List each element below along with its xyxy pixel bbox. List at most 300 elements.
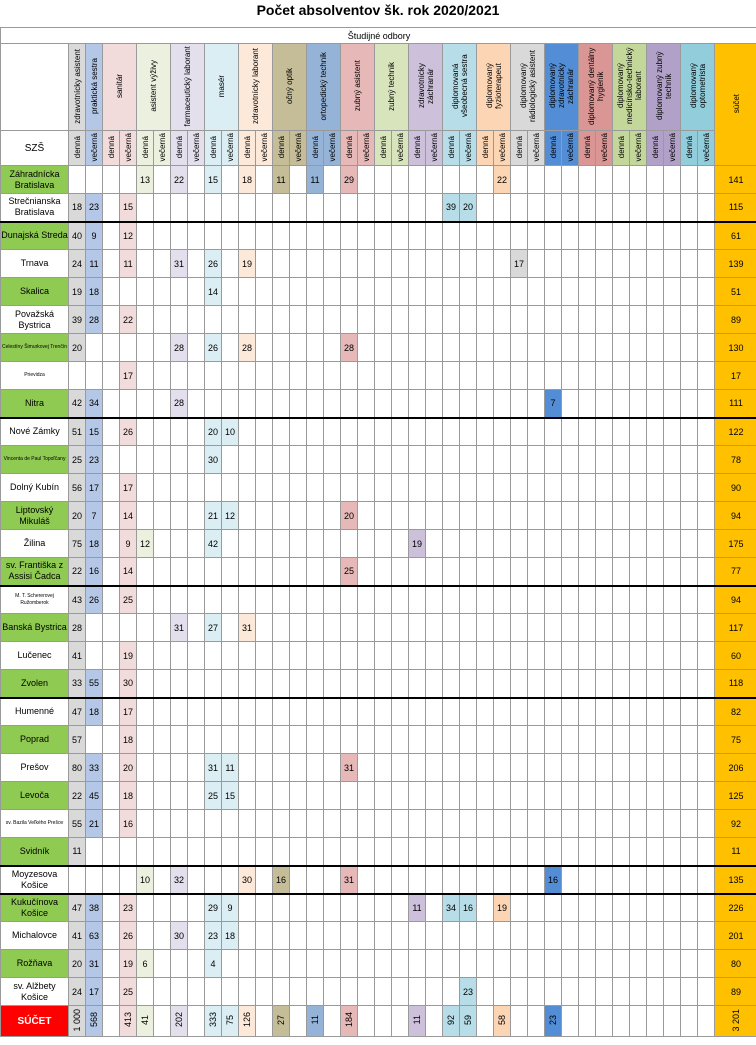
value-cell bbox=[392, 558, 409, 586]
value-cell bbox=[460, 474, 477, 502]
value-cell bbox=[341, 278, 358, 306]
value-cell: 40 bbox=[69, 222, 86, 250]
value-cell bbox=[392, 810, 409, 838]
value-cell bbox=[562, 334, 579, 362]
value-cell bbox=[443, 950, 460, 978]
table-row bbox=[1, 642, 756, 670]
value-cell bbox=[375, 390, 392, 418]
value-cell bbox=[613, 670, 630, 698]
value-cell: 25 bbox=[341, 558, 358, 586]
value-cell bbox=[222, 726, 239, 754]
value-cell bbox=[273, 278, 290, 306]
value-cell bbox=[392, 950, 409, 978]
value-cell bbox=[341, 950, 358, 978]
total-cell bbox=[205, 1006, 222, 1037]
value-cell bbox=[137, 754, 154, 782]
row-sum: 82 bbox=[715, 698, 756, 726]
value-cell bbox=[460, 950, 477, 978]
value-cell bbox=[307, 782, 324, 810]
row-sum: 80 bbox=[715, 950, 756, 978]
value-cell bbox=[494, 418, 511, 446]
value-cell bbox=[392, 194, 409, 222]
value-cell bbox=[681, 810, 698, 838]
study-type-label: večerná bbox=[701, 132, 711, 162]
value-cell bbox=[545, 726, 562, 754]
value-cell bbox=[324, 642, 341, 670]
value-cell bbox=[137, 474, 154, 502]
value-cell bbox=[273, 502, 290, 530]
value-cell bbox=[307, 894, 324, 922]
value-cell bbox=[222, 306, 239, 334]
value-cell bbox=[86, 642, 103, 670]
school-name: M. T. Schererovej Ružomberok bbox=[1, 586, 69, 614]
value-cell: 31 bbox=[205, 754, 222, 782]
value-cell bbox=[681, 418, 698, 446]
value-cell bbox=[494, 670, 511, 698]
value-cell: 31 bbox=[171, 614, 188, 642]
value-cell bbox=[630, 558, 647, 586]
school-name: Nitra bbox=[1, 390, 69, 418]
value-cell bbox=[409, 334, 426, 362]
field-name: sanitár bbox=[115, 73, 124, 98]
value-cell bbox=[494, 726, 511, 754]
field-name: diplomovaný optometrista bbox=[688, 63, 707, 109]
study-type-label: večerná bbox=[225, 132, 235, 162]
value-cell bbox=[239, 642, 256, 670]
study-type-header bbox=[647, 131, 664, 166]
total-value: 92 bbox=[446, 1014, 456, 1025]
value-cell bbox=[443, 334, 460, 362]
value-cell bbox=[273, 642, 290, 670]
value-cell bbox=[103, 166, 120, 194]
school-name: Liptovský Mikuláš bbox=[1, 502, 69, 530]
value-cell bbox=[307, 726, 324, 754]
value-cell: 4 bbox=[205, 950, 222, 978]
value-cell bbox=[290, 222, 307, 250]
value-cell bbox=[154, 642, 171, 670]
value-cell bbox=[562, 838, 579, 866]
value-cell bbox=[596, 642, 613, 670]
value-cell bbox=[647, 446, 664, 474]
value-cell bbox=[613, 278, 630, 306]
total-value: 58 bbox=[497, 1014, 507, 1025]
value-cell bbox=[290, 642, 307, 670]
value-cell bbox=[290, 446, 307, 474]
value-cell bbox=[426, 978, 443, 1006]
value-cell: 20 bbox=[69, 334, 86, 362]
value-cell bbox=[188, 194, 205, 222]
value-cell bbox=[647, 978, 664, 1006]
value-cell bbox=[358, 362, 375, 390]
value-cell bbox=[273, 922, 290, 950]
value-cell bbox=[103, 222, 120, 250]
value-cell bbox=[256, 334, 273, 362]
row-sum: 90 bbox=[715, 474, 756, 502]
value-cell: 11 bbox=[307, 166, 324, 194]
value-cell bbox=[681, 670, 698, 698]
total-cell bbox=[239, 1006, 256, 1037]
total-cell bbox=[154, 1006, 171, 1037]
value-cell bbox=[545, 222, 562, 250]
value-cell bbox=[375, 950, 392, 978]
value-cell bbox=[154, 502, 171, 530]
value-cell bbox=[698, 698, 715, 726]
value-cell bbox=[426, 614, 443, 642]
value-cell bbox=[188, 586, 205, 614]
value-cell bbox=[256, 866, 273, 894]
field-header bbox=[511, 44, 545, 131]
field-name: ortopedický technik bbox=[319, 51, 328, 121]
value-cell bbox=[341, 726, 358, 754]
value-cell bbox=[222, 670, 239, 698]
value-cell bbox=[630, 334, 647, 362]
value-cell bbox=[477, 642, 494, 670]
value-cell bbox=[171, 586, 188, 614]
value-cell bbox=[477, 950, 494, 978]
value-cell bbox=[222, 866, 239, 894]
value-cell: 29 bbox=[341, 166, 358, 194]
value-cell bbox=[681, 502, 698, 530]
value-cell bbox=[528, 166, 545, 194]
study-type-label: denná bbox=[582, 135, 592, 159]
value-cell bbox=[613, 754, 630, 782]
value-cell bbox=[647, 950, 664, 978]
value-cell bbox=[681, 894, 698, 922]
value-cell bbox=[239, 978, 256, 1006]
value-cell: 12 bbox=[137, 530, 154, 558]
value-cell: 30 bbox=[205, 446, 222, 474]
value-cell bbox=[222, 586, 239, 614]
total-value: 184 bbox=[344, 1012, 354, 1028]
value-cell bbox=[324, 250, 341, 278]
value-cell bbox=[460, 670, 477, 698]
value-cell bbox=[545, 838, 562, 866]
value-cell bbox=[630, 446, 647, 474]
value-cell bbox=[664, 530, 681, 558]
value-cell bbox=[222, 334, 239, 362]
value-cell bbox=[188, 446, 205, 474]
value-cell: 9 bbox=[222, 894, 239, 922]
school-name: Prievidza bbox=[1, 362, 69, 390]
value-cell bbox=[545, 950, 562, 978]
value-cell bbox=[392, 754, 409, 782]
value-cell bbox=[222, 222, 239, 250]
study-type-header bbox=[664, 131, 681, 166]
table-row bbox=[1, 250, 756, 278]
value-cell bbox=[341, 306, 358, 334]
table-row bbox=[1, 670, 756, 698]
value-cell bbox=[664, 754, 681, 782]
value-cell bbox=[120, 278, 137, 306]
value-cell: 21 bbox=[205, 502, 222, 530]
value-cell bbox=[664, 614, 681, 642]
value-cell bbox=[375, 446, 392, 474]
value-cell bbox=[579, 418, 596, 446]
value-cell bbox=[86, 866, 103, 894]
value-cell bbox=[239, 194, 256, 222]
value-cell bbox=[443, 502, 460, 530]
value-cell: 55 bbox=[69, 810, 86, 838]
value-cell bbox=[256, 838, 273, 866]
value-cell bbox=[477, 810, 494, 838]
value-cell bbox=[154, 278, 171, 306]
school-name: Levoča bbox=[1, 782, 69, 810]
value-cell bbox=[222, 950, 239, 978]
total-cell bbox=[324, 1006, 341, 1037]
value-cell: 43 bbox=[69, 586, 86, 614]
field-header bbox=[307, 44, 341, 131]
value-cell bbox=[630, 306, 647, 334]
value-cell bbox=[307, 614, 324, 642]
value-cell bbox=[528, 950, 545, 978]
value-cell bbox=[307, 502, 324, 530]
value-cell bbox=[562, 614, 579, 642]
field-name: diplomovaný fyzioterapeut bbox=[484, 63, 503, 109]
value-cell bbox=[426, 194, 443, 222]
value-cell: 45 bbox=[86, 782, 103, 810]
value-cell: 22 bbox=[171, 166, 188, 194]
value-cell bbox=[154, 334, 171, 362]
value-cell bbox=[358, 586, 375, 614]
value-cell bbox=[477, 250, 494, 278]
value-cell bbox=[188, 474, 205, 502]
value-cell bbox=[256, 950, 273, 978]
row-sum: 118 bbox=[715, 670, 756, 698]
value-cell: 11 bbox=[222, 754, 239, 782]
value-cell bbox=[545, 418, 562, 446]
value-cell: 33 bbox=[69, 670, 86, 698]
study-type-label: večerná bbox=[395, 132, 405, 162]
study-type-label: večerná bbox=[633, 132, 643, 162]
value-cell bbox=[256, 726, 273, 754]
value-cell bbox=[613, 334, 630, 362]
value-cell bbox=[647, 922, 664, 950]
value-cell bbox=[494, 362, 511, 390]
value-cell bbox=[154, 166, 171, 194]
value-cell bbox=[494, 250, 511, 278]
value-cell bbox=[460, 502, 477, 530]
value-cell bbox=[596, 586, 613, 614]
value-cell bbox=[511, 782, 528, 810]
value-cell bbox=[664, 698, 681, 726]
value-cell: 10 bbox=[137, 866, 154, 894]
value-cell bbox=[596, 278, 613, 306]
value-cell bbox=[69, 166, 86, 194]
value-cell: 17 bbox=[120, 362, 137, 390]
value-cell bbox=[239, 782, 256, 810]
value-cell: 17 bbox=[86, 978, 103, 1006]
fields-header: Študijné odbory bbox=[1, 28, 756, 44]
value-cell bbox=[647, 250, 664, 278]
study-type-header bbox=[222, 131, 239, 166]
table-row bbox=[1, 418, 756, 446]
value-cell bbox=[579, 726, 596, 754]
value-cell bbox=[358, 810, 375, 838]
school-name: Kukučínova Košice bbox=[1, 894, 69, 922]
row-sum: 75 bbox=[715, 726, 756, 754]
school-name: Dolný Kubín bbox=[1, 474, 69, 502]
school-name: sv. Alžbety Košice bbox=[1, 978, 69, 1006]
value-cell bbox=[681, 446, 698, 474]
value-cell bbox=[358, 866, 375, 894]
value-cell bbox=[647, 754, 664, 782]
total-cell bbox=[647, 1006, 664, 1037]
value-cell bbox=[154, 866, 171, 894]
value-cell: 19 bbox=[120, 950, 137, 978]
value-cell bbox=[273, 950, 290, 978]
value-cell bbox=[460, 306, 477, 334]
value-cell bbox=[443, 390, 460, 418]
value-cell bbox=[698, 810, 715, 838]
value-cell: 51 bbox=[69, 418, 86, 446]
value-cell bbox=[477, 474, 494, 502]
value-cell bbox=[426, 446, 443, 474]
value-cell bbox=[239, 586, 256, 614]
total-cell bbox=[103, 1006, 120, 1037]
value-cell bbox=[681, 866, 698, 894]
value-cell bbox=[256, 810, 273, 838]
study-type-header bbox=[69, 131, 86, 166]
value-cell bbox=[613, 390, 630, 418]
value-cell bbox=[409, 670, 426, 698]
value-cell bbox=[324, 838, 341, 866]
value-cell bbox=[409, 642, 426, 670]
value-cell: 23 bbox=[86, 446, 103, 474]
value-cell bbox=[154, 782, 171, 810]
value-cell: 18 bbox=[86, 530, 103, 558]
study-type-header bbox=[409, 131, 426, 166]
value-cell bbox=[460, 390, 477, 418]
value-cell bbox=[256, 250, 273, 278]
field-header bbox=[137, 44, 171, 131]
value-cell bbox=[562, 446, 579, 474]
value-cell bbox=[205, 670, 222, 698]
value-cell bbox=[86, 362, 103, 390]
value-cell bbox=[239, 502, 256, 530]
value-cell bbox=[443, 530, 460, 558]
row-sum: 226 bbox=[715, 894, 756, 922]
value-cell bbox=[494, 558, 511, 586]
value-cell bbox=[222, 362, 239, 390]
value-cell bbox=[528, 502, 545, 530]
value-cell bbox=[375, 502, 392, 530]
value-cell bbox=[664, 810, 681, 838]
value-cell bbox=[562, 362, 579, 390]
value-cell bbox=[664, 502, 681, 530]
total-value: 11 bbox=[412, 1015, 422, 1025]
value-cell bbox=[630, 866, 647, 894]
value-cell bbox=[409, 446, 426, 474]
value-cell bbox=[137, 782, 154, 810]
value-cell bbox=[511, 222, 528, 250]
value-cell bbox=[103, 642, 120, 670]
value-cell: 15 bbox=[205, 166, 222, 194]
value-cell bbox=[375, 894, 392, 922]
value-cell bbox=[120, 334, 137, 362]
value-cell bbox=[273, 558, 290, 586]
value-cell bbox=[222, 530, 239, 558]
value-cell bbox=[647, 838, 664, 866]
value-cell bbox=[511, 642, 528, 670]
value-cell bbox=[443, 838, 460, 866]
value-cell bbox=[358, 670, 375, 698]
value-cell bbox=[494, 474, 511, 502]
value-cell bbox=[341, 222, 358, 250]
value-cell bbox=[273, 530, 290, 558]
value-cell bbox=[290, 418, 307, 446]
value-cell bbox=[103, 306, 120, 334]
value-cell bbox=[613, 614, 630, 642]
value-cell bbox=[579, 334, 596, 362]
value-cell bbox=[273, 362, 290, 390]
value-cell bbox=[613, 586, 630, 614]
value-cell bbox=[341, 418, 358, 446]
value-cell bbox=[528, 222, 545, 250]
value-cell bbox=[630, 418, 647, 446]
value-cell bbox=[545, 446, 562, 474]
study-type-label: denná bbox=[650, 135, 660, 159]
value-cell: 26 bbox=[120, 922, 137, 950]
value-cell bbox=[273, 306, 290, 334]
value-cell bbox=[647, 166, 664, 194]
value-cell: 18 bbox=[69, 194, 86, 222]
value-cell bbox=[494, 586, 511, 614]
field-name: masér bbox=[217, 74, 226, 98]
field-header bbox=[545, 44, 579, 131]
value-cell bbox=[579, 614, 596, 642]
study-type-label: denná bbox=[208, 135, 218, 159]
value-cell bbox=[409, 194, 426, 222]
value-cell bbox=[324, 586, 341, 614]
value-cell bbox=[273, 670, 290, 698]
value-cell bbox=[358, 502, 375, 530]
study-type-header bbox=[596, 131, 613, 166]
value-cell bbox=[630, 670, 647, 698]
value-cell bbox=[273, 586, 290, 614]
value-cell bbox=[392, 698, 409, 726]
value-cell bbox=[579, 782, 596, 810]
total-value: 75 bbox=[225, 1014, 235, 1025]
value-cell bbox=[324, 698, 341, 726]
school-name: Svidník bbox=[1, 838, 69, 866]
value-cell bbox=[630, 502, 647, 530]
value-cell bbox=[630, 362, 647, 390]
value-cell bbox=[562, 922, 579, 950]
value-cell: 19 bbox=[120, 642, 137, 670]
value-cell bbox=[341, 838, 358, 866]
study-type-label: denná bbox=[548, 135, 558, 159]
value-cell bbox=[494, 194, 511, 222]
study-type-header bbox=[341, 131, 358, 166]
value-cell bbox=[681, 698, 698, 726]
value-cell: 25 bbox=[205, 782, 222, 810]
value-cell bbox=[103, 922, 120, 950]
value-cell bbox=[273, 698, 290, 726]
table-row bbox=[1, 474, 756, 502]
value-cell bbox=[477, 782, 494, 810]
value-cell bbox=[205, 698, 222, 726]
value-cell bbox=[409, 866, 426, 894]
total-cell bbox=[256, 1006, 273, 1037]
value-cell bbox=[545, 978, 562, 1006]
value-cell bbox=[443, 250, 460, 278]
value-cell: 23 bbox=[86, 194, 103, 222]
value-cell bbox=[239, 950, 256, 978]
value-cell bbox=[681, 782, 698, 810]
value-cell bbox=[698, 446, 715, 474]
value-cell bbox=[375, 362, 392, 390]
value-cell bbox=[545, 502, 562, 530]
